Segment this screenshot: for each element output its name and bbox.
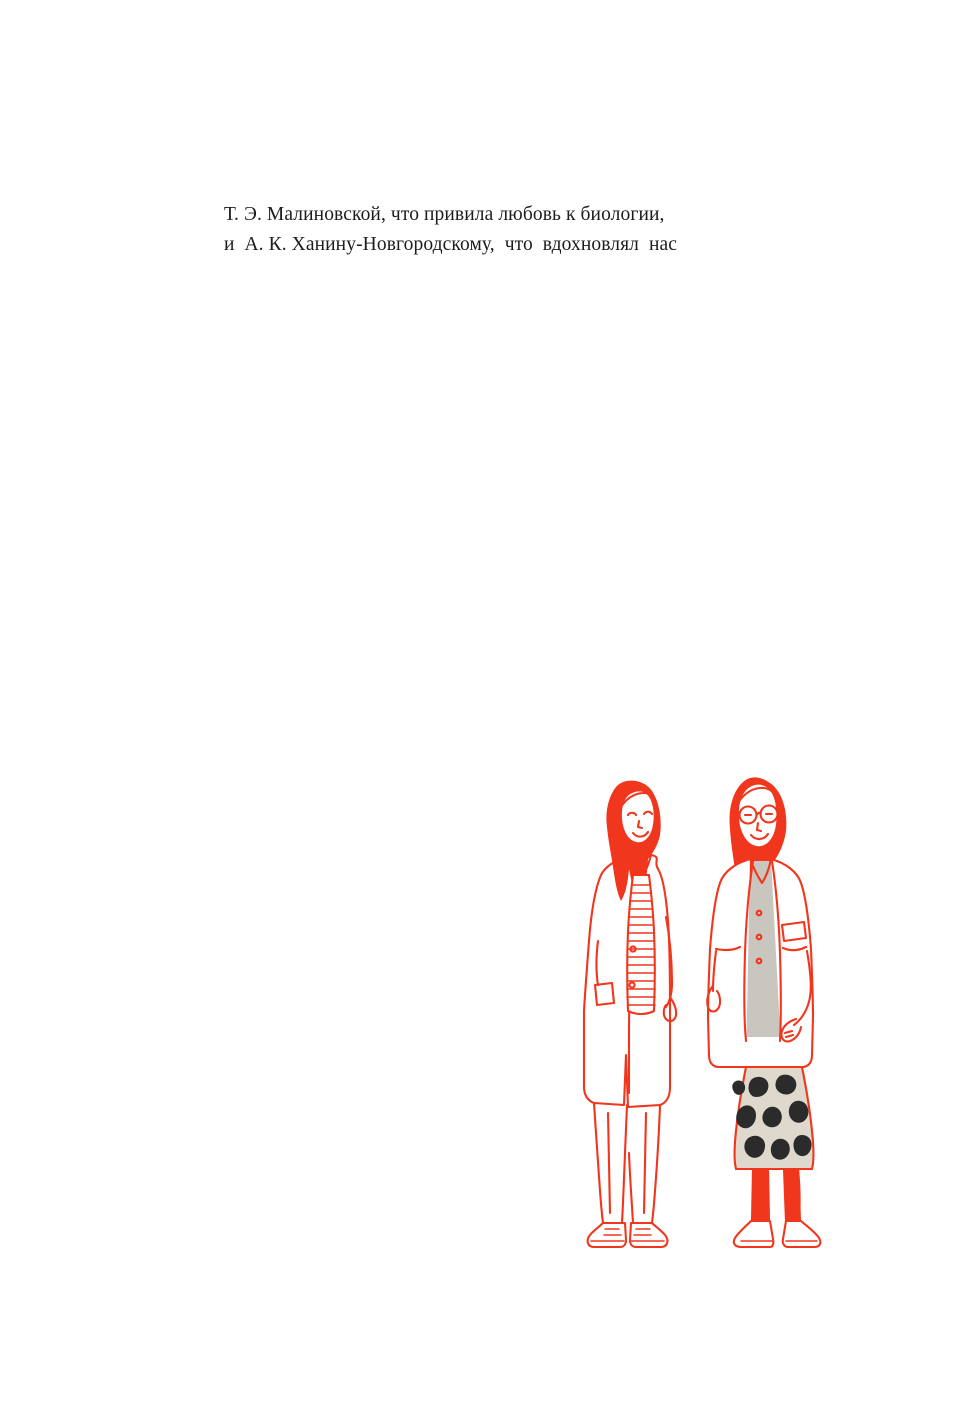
two-women-in-lab-coats-drawing <box>520 735 900 1275</box>
dedication-block <box>224 200 784 260</box>
dedication-line-2: и А. К. Ханину-Новгородскому, что вдохновлял нас <box>224 234 677 255</box>
dedication-line-1: Т. Э. Малиновской, что привила любовь к биологии, <box>224 204 665 225</box>
